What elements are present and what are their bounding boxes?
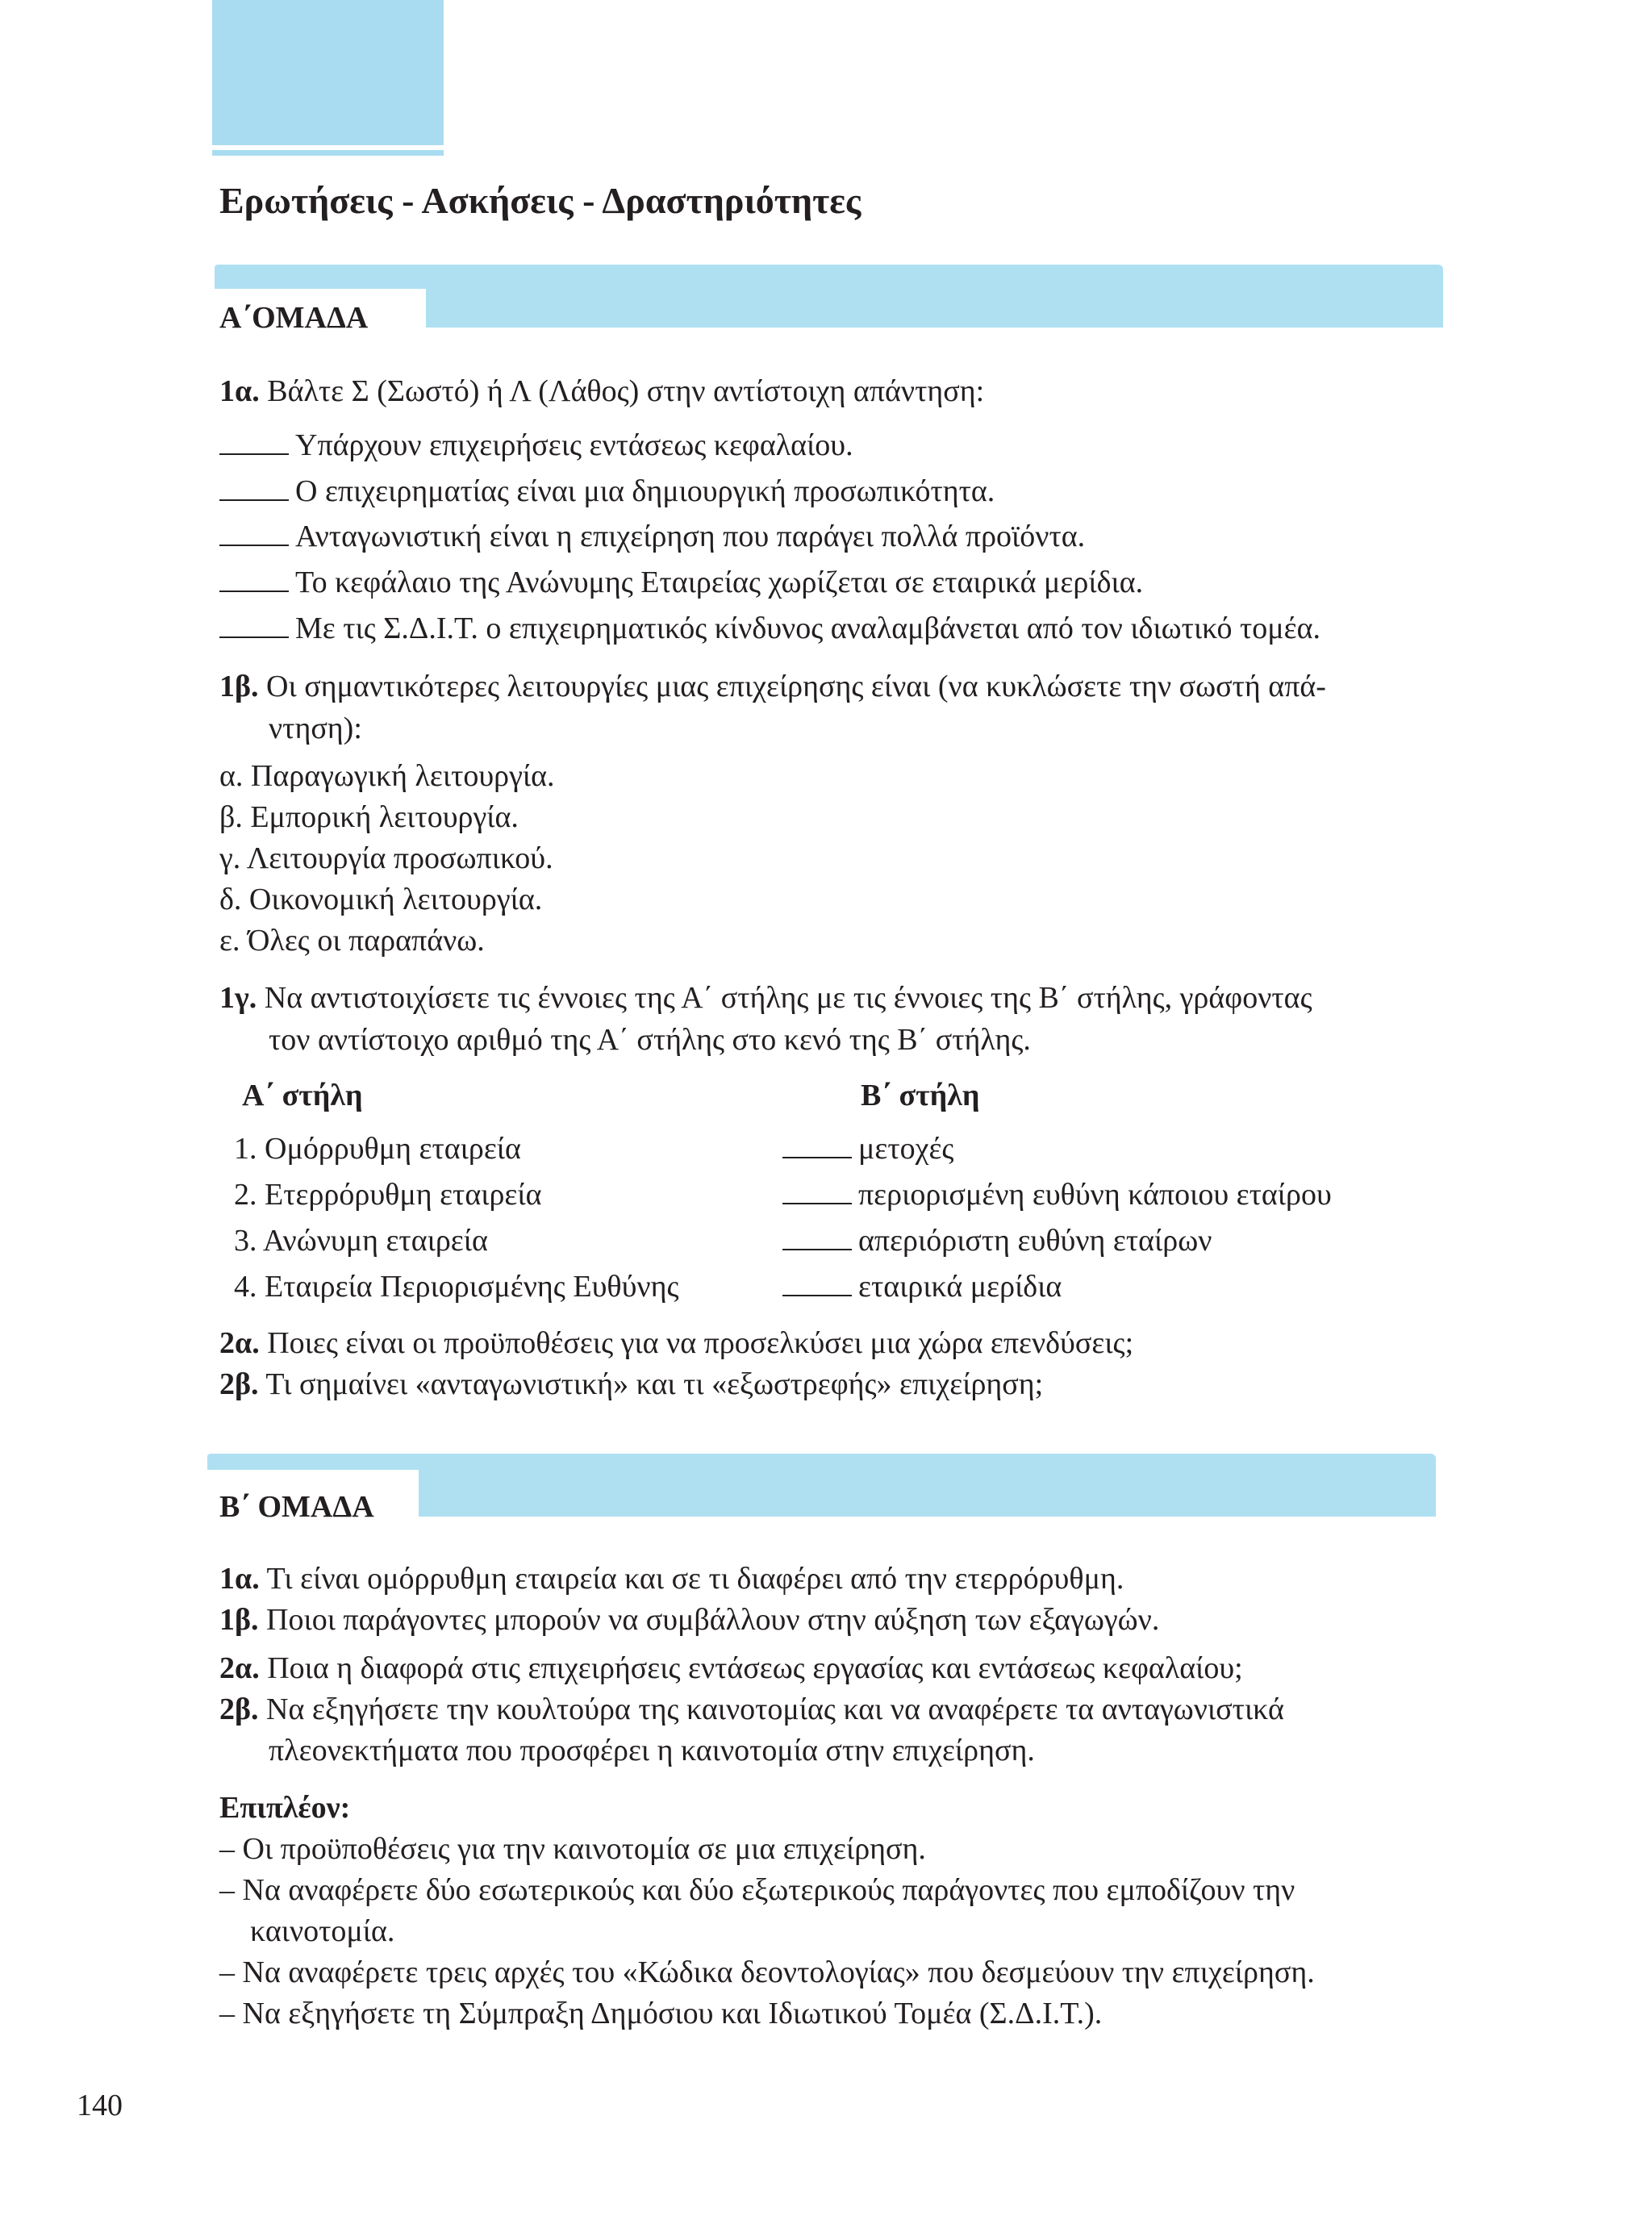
page-number: 140 <box>77 2089 123 2122</box>
answer-blank[interactable] <box>219 590 289 592</box>
column-b-item: μετοχές <box>782 1133 953 1164</box>
question-number: 1γ. <box>219 981 257 1015</box>
corner-decoration-line <box>212 150 444 156</box>
question-text: Να εξηγήσετε την κουλτούρα της καινοτομίας και να αναφέρετε τα ανταγωνιστικά <box>266 1692 1284 1726</box>
column-a-item: 3. Ανώνυμη εταιρεία <box>234 1224 488 1258</box>
answer-blank[interactable] <box>219 499 289 501</box>
question-number: 1α. <box>219 374 260 408</box>
true-false-item: Υπάρχουν επιχειρήσεις εντάσεως κεφαλαίου. <box>219 430 853 461</box>
extra-item: – Να αναφέρετε τρεις αρχές του «Κώδικα δεοντολογίας» που δεσμεύουν την επιχείρηση. <box>219 1955 1315 1989</box>
true-false-item: Το κεφάλαιο της Ανώνυμης Εταιρείας χωρίζεται σε εταιρικά μερίδια. <box>219 567 1143 598</box>
question-2a <box>219 1653 1243 1684</box>
true-false-item: Ανταγωνιστική είναι η επιχείρηση που παράγει πολλά προϊόντα. <box>219 521 1085 552</box>
question-text: Ποια η διαφορά στις επιχειρήσεις εντάσεως εργασίας και εντάσεως κεφαλαίου; <box>267 1651 1243 1685</box>
question-1b-continued: ντηση): <box>269 712 362 745</box>
question-text: Ποιοι παράγοντες μπορούν να συμβάλλουν στην αύξηση των εξαγωγών. <box>266 1603 1160 1637</box>
extra-item: – Οι προϋποθέσεις για την καινοτομία σε μια επιχείρηση. <box>219 1832 926 1866</box>
question-1a <box>219 376 984 407</box>
column-a-item: 4. Εταιρεία Περιορισμένης Ευθύνης <box>234 1270 679 1304</box>
question-2b <box>219 1694 1284 1725</box>
question-number: 1β. <box>219 1603 259 1637</box>
true-false-item: Με τις Σ.Δ.Ι.Τ. ο επιχειρηματικός κίνδυνος αναλαμβάνεται από τον ιδιωτικό τομέα. <box>219 613 1320 644</box>
question-number: 2α. <box>219 1326 260 1360</box>
column-a-item: 1. Ομόρρυθμη εταιρεία <box>234 1132 521 1166</box>
extra-item-continued: καινοτομία. <box>250 1914 395 1948</box>
corner-decoration <box>212 0 444 145</box>
question-2b <box>219 1369 1043 1400</box>
column-b-item: περιορισμένη ευθύνη κάποιου εταίρου <box>782 1179 1332 1210</box>
answer-blank[interactable] <box>219 544 289 546</box>
column-b-item: απεριόριστη ευθύνη εταίρων <box>782 1225 1212 1256</box>
column-b-header: Β΄ στήλη <box>861 1079 980 1112</box>
answer-blank[interactable] <box>219 453 289 455</box>
answer-blank[interactable] <box>782 1156 852 1158</box>
question-number: 2α. <box>219 1651 260 1685</box>
question-1a <box>219 1563 1124 1594</box>
column-a-item: 2. Ετερρόρυθμη εταιρεία <box>234 1178 542 1212</box>
option-item: ε. Όλες οι παραπάνω. <box>219 924 485 958</box>
question-number: 2β. <box>219 1367 259 1401</box>
question-number: 1β. <box>219 670 259 703</box>
column-b-item: εταιρικά μερίδια <box>782 1271 1062 1302</box>
question-text: Να αντιστοιχίσετε τις έννοιες της Α΄ στήλης με τις έννοιες της Β΄ στήλης, γράφοντας <box>264 981 1312 1015</box>
question-text: Οι σημαντικότερες λειτουργίες μιας επιχείρησης είναι (να κυκλώσετε την σωστή απά- <box>266 670 1326 703</box>
option-item: γ. Λειτουργία προσωπικού. <box>219 841 553 875</box>
column-a-header: Α΄ στήλη <box>242 1079 363 1112</box>
option-item: β. Εμπορική λειτουργία. <box>219 800 519 834</box>
question-1c-continued: τον αντίστοιχο αριθμό της Α΄ στήλης στο κενό της Β΄ στήλης. <box>269 1023 1031 1057</box>
true-false-item: Ο επιχειρηματίας είναι μια δημιουργική προσωπικότητα. <box>219 476 995 507</box>
question-2a <box>219 1328 1133 1358</box>
extra-label: Επιπλέον: <box>219 1791 351 1825</box>
option-item: δ. Οικονομική λειτουργία. <box>219 883 543 916</box>
question-text: Ποιες είναι οι προϋποθέσεις για να προσελκύσει μια χώρα επενδύσεις; <box>267 1326 1134 1360</box>
page-title: Ερωτήσεις - Ασκήσεις - Δραστηριότητες <box>219 180 861 221</box>
question-2b-continued: πλεονεκτήματα που προσφέρει η καινοτομία στην επιχείρηση. <box>269 1734 1035 1767</box>
answer-blank[interactable] <box>219 636 289 638</box>
group-a-label: Α΄ΟΜΑΔΑ <box>219 301 369 335</box>
extra-item: – Να αναφέρετε δύο εσωτερικούς και δύο εξωτερικούς παράγοντες που εμποδίζουν την <box>219 1873 1295 1907</box>
extra-item: – Να εξηγήσετε τη Σύμπραξη Δημόσιου και Ιδιωτικού Τομέα (Σ.Δ.Ι.Τ.). <box>219 1997 1103 2030</box>
question-number: 1α. <box>219 1562 260 1596</box>
question-1b <box>219 1605 1159 1635</box>
question-text: Βάλτε Σ (Σωστό) ή Λ (Λάθος) στην αντίστοιχη απάντηση: <box>267 374 985 408</box>
group-b-label: Β΄ ΟΜΑΔΑ <box>219 1490 374 1524</box>
question-text: Τι είναι ομόρρυθμη εταιρεία και σε τι διαφέρει από την ετερρόρυθμη. <box>266 1562 1124 1596</box>
answer-blank[interactable] <box>782 1248 852 1250</box>
question-1b <box>219 671 1326 702</box>
option-item: α. Παραγωγική λειτουργία. <box>219 759 555 793</box>
question-1c <box>219 983 1312 1013</box>
question-text: Τι σημαίνει «ανταγωνιστική» και τι «εξωστρεφής» επιχείρηση; <box>265 1367 1044 1401</box>
answer-blank[interactable] <box>782 1294 852 1296</box>
question-number: 2β. <box>219 1692 259 1726</box>
answer-blank[interactable] <box>782 1202 852 1204</box>
